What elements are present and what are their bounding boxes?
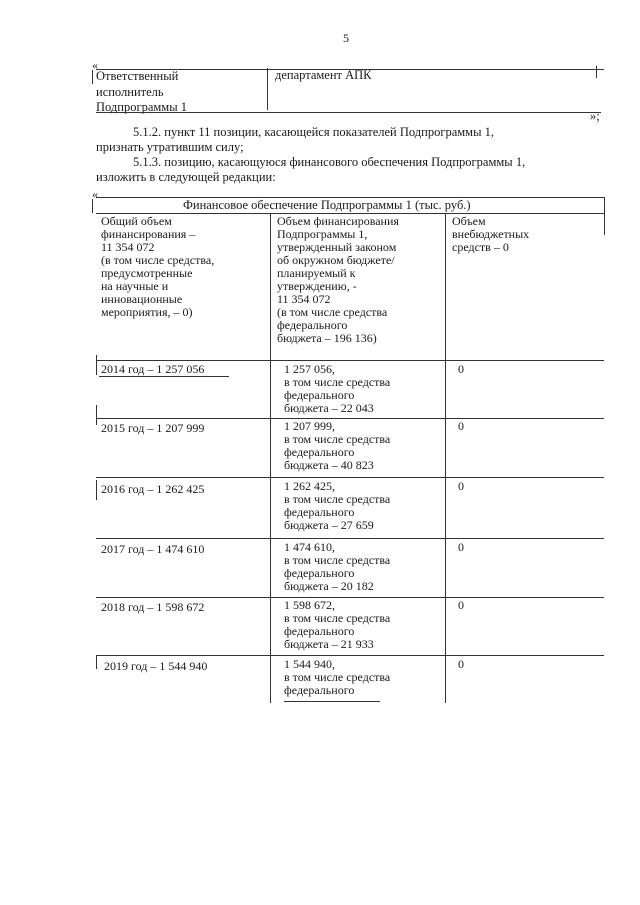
rule [604, 215, 605, 235]
row-rule [96, 360, 604, 361]
row-fed-line: федерального [284, 445, 355, 459]
row-year: 2016 год – 1 262 425 [101, 482, 205, 496]
row-extra: 0 [458, 598, 464, 612]
header-total-line: мероприятия, – 0) [101, 305, 193, 319]
rule [92, 70, 93, 84]
row-extra: 0 [458, 419, 464, 433]
paragraph-line: изложить в следующей редакции: [96, 170, 276, 184]
row-fed-line: бюджета – 40 823 [284, 458, 374, 472]
row-fed-line: в том числе средства [284, 670, 391, 684]
row-fed-line: в том числе средства [284, 553, 391, 567]
rule [267, 68, 268, 110]
row-fed-line: федерального [284, 566, 355, 580]
header-budget [277, 215, 399, 345]
header-budget-line: федерального [277, 318, 348, 332]
row-extra: 0 [458, 657, 464, 671]
header-budget-line: 11 354 072 [277, 292, 331, 306]
header-budget-line: Подпрограммы 1, [277, 227, 368, 241]
header-extrabudget [452, 215, 529, 254]
row-fed-line: 1 207 999, [284, 419, 335, 433]
header-budget-line: об окружном бюджете/ [277, 253, 395, 267]
header-budget-line: планируемый к [277, 266, 356, 280]
header-extrabudget-line: Объем [452, 214, 486, 228]
opening-quote: « [92, 58, 98, 72]
column-divider [270, 213, 271, 703]
row-extra: 0 [458, 362, 464, 376]
header-total-line: инновационные [101, 292, 183, 306]
rule [604, 197, 605, 215]
row-rule [96, 655, 604, 656]
rule [596, 66, 597, 78]
row-fed-line: бюджета – 20 182 [284, 579, 374, 593]
row-fed-line: бюджета – 27 659 [284, 518, 374, 532]
row-fed-line: федерального [284, 683, 355, 697]
row-fed-line: в том числе средства [284, 611, 391, 625]
rule [284, 701, 380, 702]
row-year: 2018 год – 1 598 672 [101, 600, 205, 614]
row-fed-line: 1 598 672, [284, 598, 335, 612]
header-budget-line: (в том числе средства [277, 305, 388, 319]
header-total-line: Общий объем [101, 214, 172, 228]
column-divider [445, 213, 446, 703]
rule [96, 655, 97, 669]
rule [96, 355, 97, 375]
row-fed-line: 1 544 940, [284, 657, 335, 671]
closing-quote: »; [590, 109, 600, 123]
paragraph-line: 5.1.2. пункт 11 позиции, касающейся показателей Подпрограммы 1, [133, 125, 494, 139]
responsible-label-3: Подпрограммы 1 [96, 100, 187, 114]
header-extrabudget-line: средств – 0 [452, 240, 509, 254]
header-total-line: (в том числе средства, [101, 253, 215, 267]
opening-quote: « [92, 187, 98, 201]
header-extrabudget-line: внебюджетных [452, 227, 530, 241]
header-total-line: 11 354 072 [101, 240, 155, 254]
row-year: 2017 год – 1 474 610 [101, 542, 205, 556]
row-fed-line: бюджета – 21 933 [284, 637, 374, 651]
page-number: 5 [343, 31, 349, 45]
rule [96, 112, 601, 113]
row-extra: 0 [458, 540, 464, 554]
header-total-line: финансирования – [101, 227, 196, 241]
row-fed-line: федерального [284, 505, 355, 519]
header-total-line: предусмотренные [101, 266, 193, 280]
header-budget-line: Объем финансирования [277, 214, 399, 228]
row-rule [96, 597, 604, 598]
header-budget-line: утверждению, - [277, 279, 357, 293]
row-fed [284, 420, 390, 472]
row-rule [96, 418, 604, 419]
row-rule [96, 477, 604, 478]
row-fed-line: 1 262 425, [284, 479, 335, 493]
responsible-label-1: Ответственный [96, 69, 179, 83]
row-fed-line: в том числе средства [284, 375, 391, 389]
table-title: Финансовое обеспечение Подпрограммы 1 (тыс. руб.) [183, 198, 471, 212]
paragraph-line: признать утратившим силу; [96, 140, 244, 154]
rule [96, 480, 97, 500]
paragraph-line: 5.1.3. позицию, касающуюся финансового обеспечения Подпрограммы 1, [133, 155, 526, 169]
row-year: 2019 год – 1 544 940 [104, 659, 208, 673]
row-fed [284, 363, 390, 415]
row-fed-line: 1 474 610, [284, 540, 335, 554]
responsible-value: департамент АПК [275, 68, 372, 82]
responsible-label-2: исполнитель [96, 85, 164, 99]
header-budget-line: бюджета – 196 136) [277, 331, 377, 345]
row-fed-line: федерального [284, 388, 355, 402]
row-fed [284, 599, 390, 651]
rule [92, 199, 93, 213]
row-fed [284, 658, 390, 697]
header-budget-line: утвержденный законом [277, 240, 397, 254]
rule [99, 376, 229, 377]
row-fed [284, 541, 390, 593]
row-fed-line: федерального [284, 624, 355, 638]
row-year: 2014 год – 1 257 056 [101, 362, 205, 376]
rule [96, 405, 97, 425]
header-total-line: на научные и [101, 279, 169, 293]
header-total [101, 215, 214, 319]
row-fed-line: в том числе средства [284, 492, 391, 506]
row-extra: 0 [458, 479, 464, 493]
row-fed-line: 1 257 056, [284, 362, 335, 376]
row-rule [96, 538, 604, 539]
row-fed-line: бюджета – 22 043 [284, 401, 374, 415]
row-year: 2015 год – 1 207 999 [101, 421, 205, 435]
row-fed-line: в том числе средства [284, 432, 391, 446]
row-fed [284, 480, 390, 532]
